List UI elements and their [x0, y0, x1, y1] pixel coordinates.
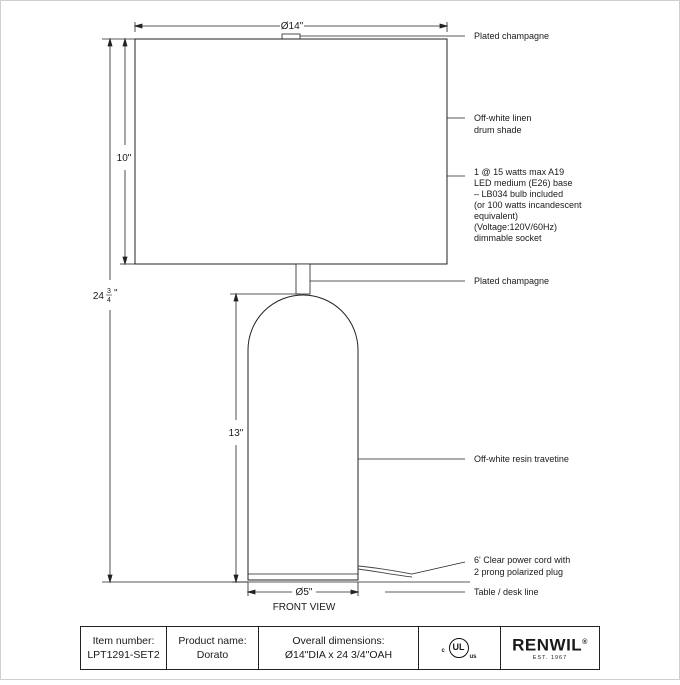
svg-text:": "	[114, 288, 118, 299]
svg-text:(or 100 watts incandescent: (or 100 watts incandescent	[474, 200, 582, 210]
svg-text:2 prong polarized plug: 2 prong polarized plug	[474, 567, 564, 577]
lamp-body	[248, 295, 358, 580]
product-name-label: Product name:	[178, 635, 247, 647]
drum-shade	[135, 39, 447, 264]
svg-text:3: 3	[107, 288, 111, 295]
callout-table: Table / desk line	[474, 587, 539, 597]
title-block	[80, 626, 600, 670]
shade-width-label: Ø14"	[280, 21, 304, 32]
svg-text:6' Clear power cord with: 6' Clear power cord with	[474, 555, 571, 565]
overall-dimensions-value: Ø14"DIA x 24 3/4"OAH	[284, 649, 393, 661]
base-width-label: Ø5"	[295, 587, 313, 598]
ul-certification-logo: c UL us	[440, 636, 480, 660]
callout-stem: Plated champagne	[474, 276, 550, 286]
svg-text:4: 4	[107, 297, 111, 304]
callout-cord	[474, 555, 570, 577]
svg-text:equivalent): equivalent)	[474, 211, 519, 221]
svg-text:– LB034 bulb included: – LB034 bulb included	[474, 189, 564, 199]
lamp-stem	[296, 264, 310, 294]
brand-logo: RENWIL®	[512, 635, 588, 655]
svg-text:LED medium (E26) base: LED medium (E26) base	[474, 178, 573, 188]
certification-cell	[419, 627, 501, 669]
front-view-label: FRONT VIEW	[272, 602, 336, 613]
brand-tagline: EST. 1967	[532, 655, 568, 662]
finial	[282, 34, 300, 39]
svg-text:dimmable socket: dimmable socket	[474, 233, 542, 243]
svg-text:drum shade: drum shade	[474, 125, 522, 135]
callout-bulb	[474, 167, 582, 243]
svg-text:(Voltage:120V/60Hz): (Voltage:120V/60Hz)	[474, 222, 558, 232]
overall-height-label	[93, 288, 118, 304]
base-height-label: 13"	[228, 428, 244, 439]
svg-text:1 @ 15 watts max A19: 1 @ 15 watts max A19	[474, 167, 565, 177]
item-number-label: Item number:	[92, 635, 155, 647]
shade-height-label: 10"	[116, 153, 132, 164]
overall-dimensions-cell	[259, 627, 419, 669]
svg-text:24: 24	[92, 291, 104, 302]
callout-shade	[474, 113, 531, 135]
callout-body: Off-white resin travetine	[474, 454, 569, 464]
product-name-cell	[167, 627, 259, 669]
overall-dimensions-label: Overall dimensions:	[292, 635, 385, 647]
product-name-value: Dorato	[196, 649, 229, 661]
brand-cell	[501, 627, 599, 669]
svg-text:Off-white linen: Off-white linen	[474, 113, 532, 123]
item-number-value: LPT1291-SET2	[87, 649, 160, 661]
item-number-cell	[81, 627, 167, 669]
callout-finial: Plated champagne	[474, 31, 550, 41]
